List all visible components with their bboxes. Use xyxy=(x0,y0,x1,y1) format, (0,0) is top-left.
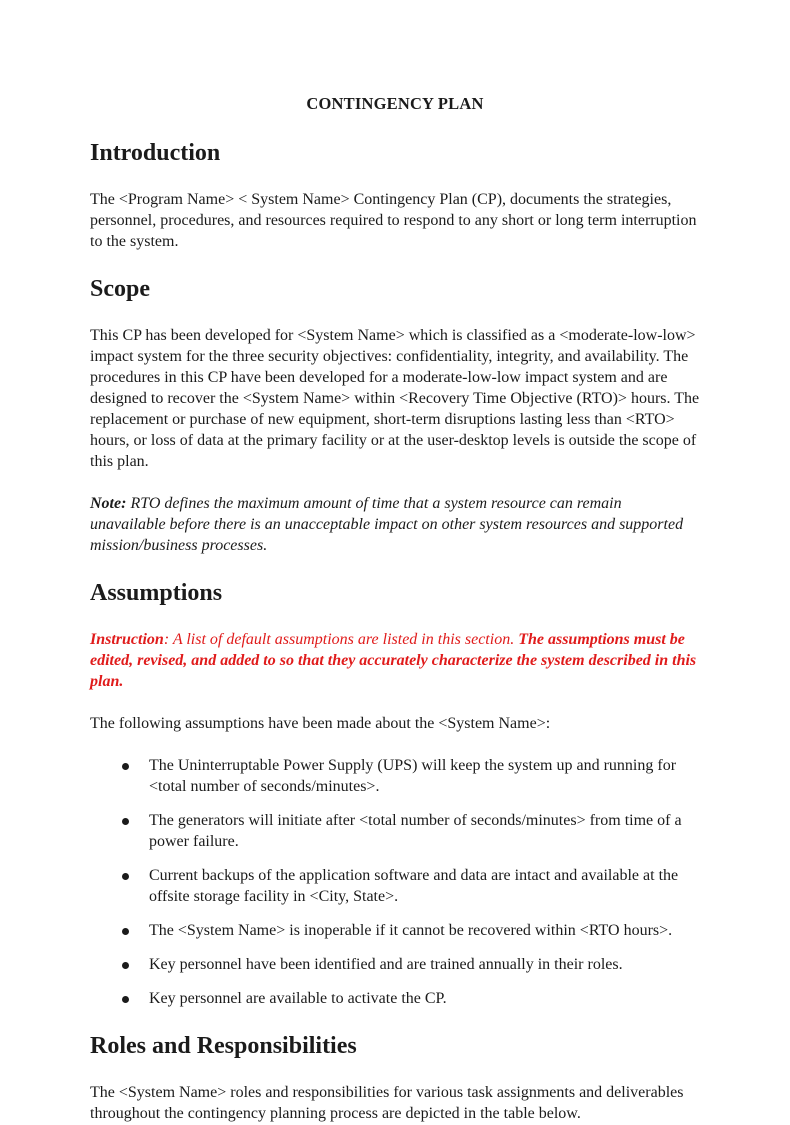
introduction-paragraph: The <Program Name> < System Name> Contingency Plan (CP), documents the strategies, personnel, procedures, and resources required to respond to any short or long term interruption to the system. xyxy=(90,191,697,250)
assumption-list xyxy=(90,756,700,1010)
note-paragraph xyxy=(90,494,700,557)
assumption-item: Key personnel are available to activate the CP. xyxy=(136,989,700,1010)
assumption-item: Current backups of the application software and data are intact and available at the offsite storage facility in <City, State>. xyxy=(136,866,700,908)
heading-assumptions: Assumptions xyxy=(90,579,223,606)
roles-paragraph: The <System Name> roles and responsibilities for various task assignments and deliverables throughout the contingency planning process are depicted in the table below. xyxy=(90,1084,684,1123)
heading-introduction: Introduction xyxy=(90,139,221,166)
assumption-item: Key personnel have been identified and are trained annually in their roles. xyxy=(136,955,700,976)
scope-paragraph: This CP has been developed for <System Name> which is classified as a <moderate-low-low> impact system for the three security objectives: confidentiality, integrity, and availability. The procedures in this CP have been developed for a moderate-low-low impact system and are designed to recover the <System Name> within <Recovery Time Objective (RTO)> hours. The replacement or purchase of new equipment, short-term disruptions lasting less than <RTO> hours, or loss of data at the primary facility or at the user-desktop levels is outside the scope of this plan. xyxy=(90,327,700,471)
assumption-item: The <System Name> is inoperable if it cannot be recovered within <RTO hours>. xyxy=(136,921,700,942)
assumption-item: The Uninterruptable Power Supply (UPS) will keep the system up and running for <total number of seconds/minutes>. xyxy=(136,756,700,798)
instruction-paragraph xyxy=(90,630,700,693)
instruction-normal-text: : A list of default assumptions are listed in this section. xyxy=(163,631,519,649)
instruction-label: Instruction xyxy=(90,631,164,649)
instruction-strong-text: The assumptions must be edited, revised, and added to so that they accurately characterize the system described in this plan. xyxy=(90,631,697,691)
note-text: RTO defines the maximum amount of time that a system resource can remain unavailable before there is an unacceptable impact on other system resources and supported mission/business processes. xyxy=(90,495,684,554)
note-label: Note: xyxy=(90,495,127,513)
document-title: CONTINGENCY PLAN xyxy=(306,94,484,113)
assumption-item: The generators will initiate after <total number of seconds/minutes> from time of a power failure. xyxy=(136,811,700,853)
heading-scope: Scope xyxy=(90,275,150,302)
assumptions-lead: The following assumptions have been made about the <System Name>: xyxy=(90,715,551,733)
heading-roles-responsibilities: Roles and Responsibilities xyxy=(90,1032,357,1059)
